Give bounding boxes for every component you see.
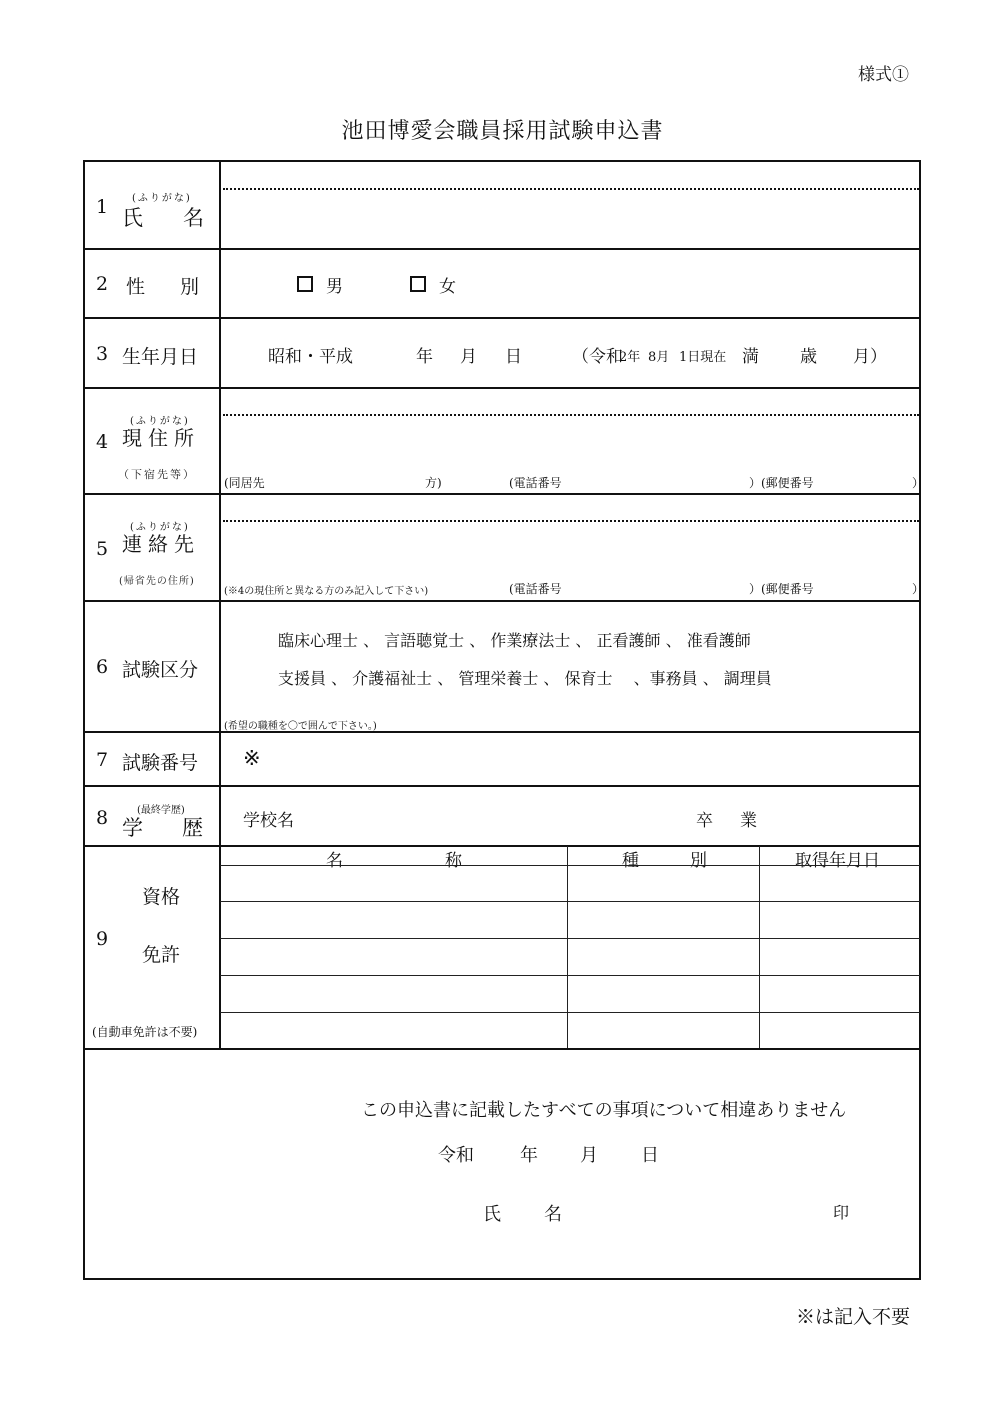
col-header-type: 別	[690, 851, 707, 871]
male-label: 男	[326, 277, 343, 297]
col-header-date: 取得年月日	[795, 851, 880, 871]
form-number: 様式①	[858, 65, 909, 85]
row-number: 4	[96, 431, 109, 453]
male-checkbox[interactable]	[297, 276, 313, 292]
exam-category-note: (希望の職種を〇で囲んで下さい。)	[224, 721, 377, 732]
name-field[interactable]	[223, 192, 919, 246]
postal-label: ）(郵便番号	[749, 476, 814, 490]
grid-line	[220, 901, 920, 902]
row-number: 8	[96, 807, 109, 829]
furigana-label: (ふりがな)	[130, 416, 190, 427]
row-number: 7	[96, 749, 109, 771]
education-label: 歴	[182, 816, 203, 840]
footer-note: ※は記入不要	[796, 1306, 911, 1328]
address-sublabel: （下宿先等）	[118, 468, 196, 481]
exam-category-label: 試験区分	[122, 659, 199, 681]
phone-label: (電話番号	[509, 582, 562, 596]
row-divider	[83, 785, 921, 787]
furigana-line	[223, 520, 919, 522]
age-note-year: 2年	[619, 350, 641, 365]
row-divider	[83, 493, 921, 495]
row-divider	[83, 248, 921, 250]
furigana-label: (ふりがな)	[132, 193, 192, 204]
exam-category-options-1[interactable]: 臨床心理士 、 言語聴覚士 、 作業療法士 、 正看護師 、 准看護師	[278, 631, 751, 650]
row-number: 6	[96, 656, 109, 678]
declaration-text: この申込書に記載したすべての事項について相違ありません	[361, 1100, 847, 1121]
postal-close: ）	[912, 582, 925, 596]
female-checkbox[interactable]	[410, 276, 426, 292]
education-label: 学	[122, 816, 143, 840]
declaration-day: 日	[641, 1145, 659, 1166]
graduation-label: 卒	[696, 811, 713, 831]
row-number: 9	[96, 928, 109, 950]
license-label: 免許	[142, 944, 181, 966]
gender-label: 性	[126, 276, 146, 298]
phone-label: (電話番号	[509, 476, 562, 490]
age-month-label: 月）	[853, 347, 887, 367]
contact-label: 連絡先	[122, 532, 200, 556]
page-title: 池田博愛会職員採用試験申込書	[341, 119, 664, 144]
age-note-day: 1日現在	[679, 350, 727, 365]
no-entry-mark: ※	[243, 746, 261, 770]
name-label: 名	[183, 206, 204, 230]
col-header-type: 種	[622, 851, 639, 871]
grid-line	[220, 1012, 920, 1013]
address-label: 現住所	[122, 426, 200, 450]
declaration-era: 令和	[438, 1145, 474, 1166]
age-note-month: 8月	[648, 350, 670, 365]
day-label: 日	[505, 347, 522, 367]
grid-line	[567, 846, 568, 1048]
age-note-open: （令和	[572, 347, 623, 367]
furigana-label: (ふりがな)	[130, 522, 190, 533]
full-age-label: 満	[742, 347, 759, 367]
grid-line	[759, 846, 760, 1048]
exam-category-options-2[interactable]: 支援員 、 介護福祉士 、 管理栄養士 、 保育士 、事務員 、 調理員	[278, 669, 772, 688]
col-header-name: 名	[326, 851, 343, 871]
postal-close: ）	[912, 476, 925, 490]
row-number: 3	[96, 343, 109, 365]
row-number: 5	[96, 538, 109, 560]
furigana-label: (最終学歴)	[137, 805, 185, 816]
col-header-name: 称	[445, 851, 462, 871]
signature-name-label: 氏	[483, 1204, 501, 1225]
grid-line	[220, 938, 920, 939]
seal-label: 印	[833, 1203, 850, 1222]
month-label: 月	[460, 347, 477, 367]
exam-number-label: 試験番号	[122, 752, 199, 774]
declaration-month: 月	[580, 1145, 598, 1166]
license-label: 資格	[142, 886, 181, 908]
age-label: 歳	[800, 347, 817, 367]
contact-sublabel: (帰省先の住所)	[119, 576, 195, 587]
era-label: 昭和・平成	[268, 347, 353, 367]
row-divider	[83, 600, 921, 602]
row-divider	[83, 387, 921, 389]
name-label: 氏	[122, 206, 143, 230]
row-number: 1	[96, 196, 109, 218]
row-divider	[83, 317, 921, 319]
furigana-line	[223, 188, 919, 190]
birthdate-label: 生年月日	[122, 346, 199, 368]
school-name-label: 学校名	[243, 811, 294, 831]
row-divider	[83, 1048, 921, 1050]
graduation-label: 業	[740, 811, 757, 831]
year-label: 年	[416, 347, 433, 367]
label-column-divider	[219, 160, 221, 1049]
contact-note: (※4の現住所と異なる方のみ記入して下さい)	[224, 586, 429, 597]
gender-label: 別	[180, 276, 200, 298]
row-divider	[83, 731, 921, 733]
furigana-line	[223, 414, 919, 416]
grid-line	[220, 975, 920, 976]
cohabit-label: (同居先	[224, 476, 265, 490]
declaration-year: 年	[520, 1145, 538, 1166]
postal-label: ）(郵便番号	[749, 582, 814, 596]
row-number: 2	[96, 273, 109, 295]
signature-name-label: 名	[544, 1204, 562, 1225]
female-label: 女	[439, 277, 456, 297]
grid-line	[220, 865, 920, 866]
cohabit-end: 方)	[425, 476, 442, 490]
license-note: (自動車免許は不要)	[92, 1025, 198, 1039]
